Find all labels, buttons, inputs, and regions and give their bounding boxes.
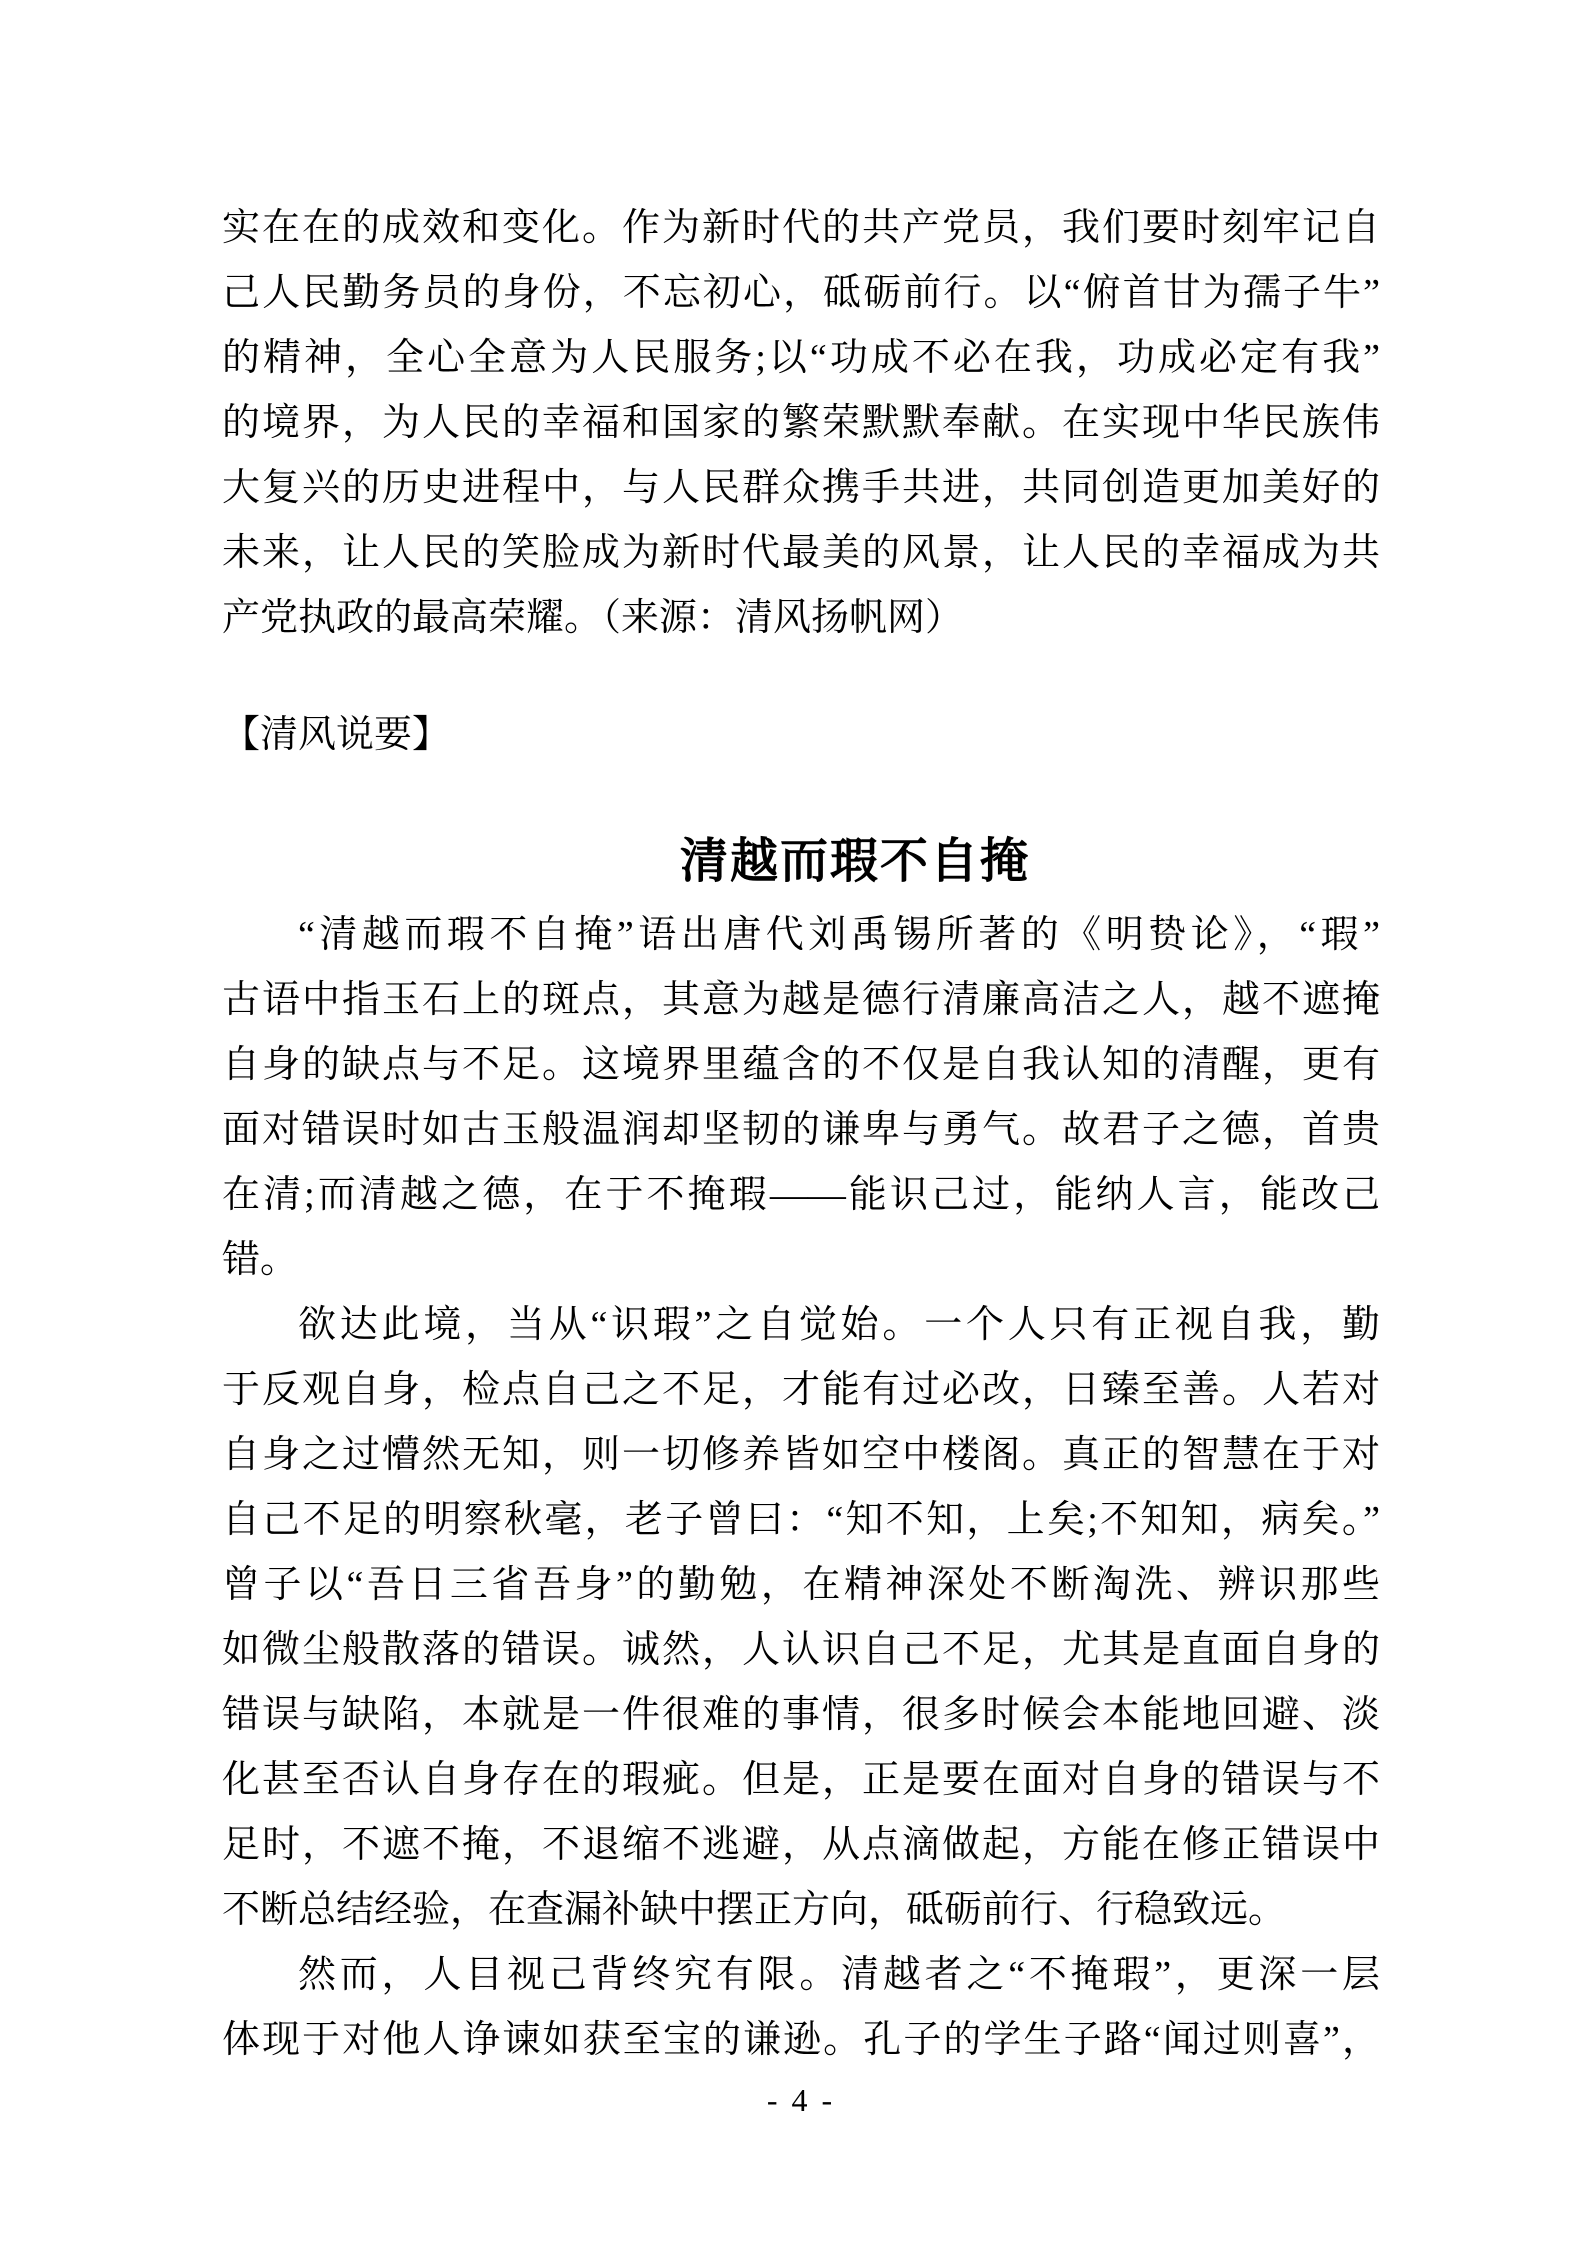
text-line: 的精神，全心全意为人民服务;以“功成不必在我，功成必定有我” xyxy=(222,337,1380,379)
text-line: 自身的缺点与不足。这境界里蕴含的不仅是自我认知的清醒，更有 xyxy=(222,1044,1380,1086)
text-line: 错误与缺陷，本就是一件很难的事情，很多时候会本能地回避、淡 xyxy=(222,1694,1380,1736)
text-line: 错。 xyxy=(222,1239,299,1281)
text-line: 曾子以“吾日三省吾身”的勤勉，在精神深处不断淘洗、辨识那些 xyxy=(222,1564,1380,1606)
text-line: 未来，让人民的笑脸成为新时代最美的风景，让人民的幸福成为共 xyxy=(222,532,1380,574)
article-title: 清越而瑕不自掩 xyxy=(680,835,1031,888)
text-line: 的境界，为人民的幸福和国家的繁荣默默奉献。在实现中华民族伟 xyxy=(222,402,1380,444)
text-line: 足时，不遮不掩，不退缩不逃避，从点滴做起，方能在修正错误中 xyxy=(222,1824,1380,1866)
page-number: - 4 - xyxy=(766,2082,836,2118)
text-line: 产党执政的最高荣耀。（来源：清风扬帆网） xyxy=(222,597,964,639)
text-line: 体现于对他人诤谏如获至宝的谦逊。孔子的学生子路“闻过则喜”， xyxy=(222,2019,1380,2061)
article-body xyxy=(222,903,1380,2073)
text-line: 自己不足的明察秋毫，老子曾曰：“知不知，上矣;不知知，病矣。” xyxy=(222,1499,1380,1541)
section-heading: 【清风说要】 xyxy=(222,714,451,756)
text-line: 自身之过懵然无知，则一切修养皆如空中楼阁。真正的智慧在于对 xyxy=(222,1434,1380,1476)
text-line: 如微尘般散落的错误。诚然，人认识自己不足，尤其是直面自身的 xyxy=(222,1629,1380,1671)
text-line: 于反观自身，检点自己之不足，才能有过必改，日臻至善。人若对 xyxy=(222,1369,1380,1411)
text-line: 面对错误时如古玉般温润却坚韧的谦卑与勇气。故君子之德，首贵 xyxy=(222,1109,1380,1151)
text-line: 欲达此境，当从“识瑕”之自觉始。一个人只有正视自我，勤 xyxy=(298,1304,1380,1346)
text-line: 在清;而清越之德，在于不掩瑕——能识己过，能纳人言，能改己 xyxy=(222,1174,1380,1216)
text-line: 实在在的成效和变化。作为新时代的共产党员，我们要时刻牢记自 xyxy=(222,207,1380,249)
text-line: 古语中指玉石上的斑点，其意为越是德行清廉高洁之人，越不遮掩 xyxy=(222,979,1380,1021)
text-line: 大复兴的历史进程中，与人民群众携手共进，共同创造更加美好的 xyxy=(222,467,1380,509)
text-line: 化甚至否认自身存在的瑕疵。但是，正是要在面对自身的错误与不 xyxy=(222,1759,1380,1801)
text-line: 己人民勤务员的身份，不忘初心，砥砺前行。以“俯首甘为孺子牛” xyxy=(222,272,1380,314)
text-line: 然而，人目视己背终究有限。清越者之“不掩瑕”，更深一层 xyxy=(298,1954,1380,1996)
text-line: “清越而瑕不自掩”语出唐代刘禹锡所著的《明贽论》，“瑕” xyxy=(298,914,1380,956)
page-content xyxy=(222,0,1380,2245)
continuation-paragraph xyxy=(222,196,1380,651)
text-line: 不断总结经验，在查漏补缺中摆正方向，砥砺前行、行稳致远。 xyxy=(222,1889,1287,1931)
